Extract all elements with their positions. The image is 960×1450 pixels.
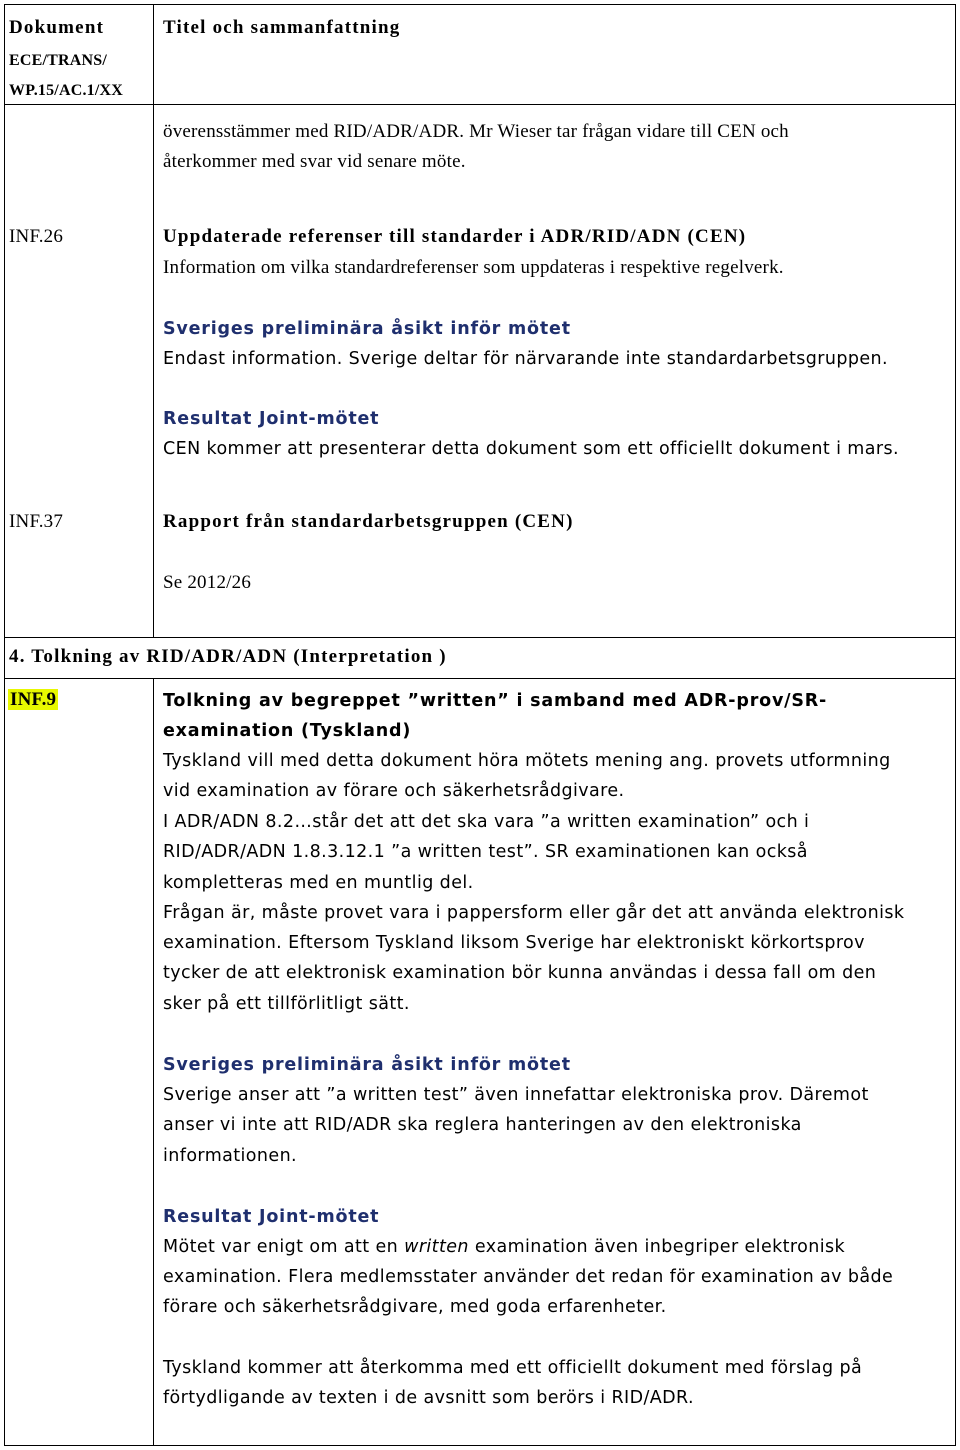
section4-heading: 4. Tolkning av RID/ADR/ADN (Interpretation ) xyxy=(9,646,447,667)
inf9-body-line: examination. Eftersom Tyskland liksom Sverige har elektroniskt körkortsprov xyxy=(163,933,865,953)
inf9-followup-line: Tyskland kommer att återkomma med ett officiellt dokument med förslag på xyxy=(163,1358,863,1378)
inf9-id-highlight: INF.9 xyxy=(10,689,57,710)
inf9-body-line: I ADR/ADN 8.2…står det att det ska vara ”a written examination” och i xyxy=(163,812,810,832)
document-reference-line2: WP.15/AC.1/XX xyxy=(9,82,124,99)
inf9-view-line: anser vi inte att RID/ADR ska reglera hanteringen av den elektroniska xyxy=(163,1115,802,1135)
document-column-label: Dokument xyxy=(9,17,105,38)
header-row-divider xyxy=(4,104,956,105)
inf26-view-text: Endast information. Sverige deltar för närvarande inte standardarbetsgruppen. xyxy=(163,349,888,369)
inf9-view-line: Sverige anser att ”a written test” även innefattar elektroniska prov. Däremot xyxy=(163,1085,869,1105)
inf9-result-line-emphasis: written xyxy=(404,1237,469,1257)
section4-top-divider xyxy=(4,637,956,638)
inf9-title-line1: Tolkning av begreppet ”written” i samband med ADR-prov/SR- xyxy=(163,691,828,711)
inf9-body-line: kompletteras med en muntlig del. xyxy=(163,873,474,893)
inf9-view-heading: Sveriges preliminära åsikt inför mötet xyxy=(163,1055,571,1075)
inf9-body-line: Frågan är, måste provet vara i pappersform eller går det att använda elektronisk xyxy=(163,903,905,923)
table-frame xyxy=(4,4,956,1446)
continued-text-line2: återkommer med svar vid senare möte. xyxy=(163,151,466,172)
inf26-id: INF.26 xyxy=(9,226,64,247)
inf9-result-line: förare och säkerhetsrådgivare, med goda erfarenheter. xyxy=(163,1297,667,1317)
title-column-label: Titel och sammanfattning xyxy=(163,17,401,38)
inf9-result-line-post: examination även inbegriper elektronisk xyxy=(468,1237,846,1257)
inf26-result-heading: Resultat Joint-mötet xyxy=(163,409,380,429)
inf37-see-reference: Se 2012/26 xyxy=(163,572,252,593)
inf9-result-line-pre: Mötet var enigt om att en xyxy=(163,1237,405,1257)
inf9-body-line: Tyskland vill med detta dokument höra mötets mening ang. provets utformning xyxy=(163,751,891,771)
inf26-summary: Information om vilka standardreferenser som uppdateras i respektive regelverk. xyxy=(163,257,784,278)
inf26-title: Uppdaterade referenser till standarder i ADR/RID/ADN (CEN) xyxy=(163,226,747,247)
inf37-title: Rapport från standardarbetsgruppen (CEN) xyxy=(163,511,574,532)
column-divider-bottom xyxy=(153,678,154,1446)
inf9-body-line: sker på ett tillförlitligt sätt. xyxy=(163,994,410,1014)
inf26-view-heading: Sveriges preliminära åsikt inför mötet xyxy=(163,319,571,339)
inf9-body-line: tycker de att elektronisk examination bör kunna användas i dessa fall om den xyxy=(163,963,877,983)
continued-text-line1: överensstämmer med RID/ADR/ADR. Mr Wieser tar frågan vidare till CEN och xyxy=(163,121,789,142)
inf26-result-text: CEN kommer att presenterar detta dokument som ett officiellt dokument i mars. xyxy=(163,439,899,459)
inf9-followup-line: förtydligande av texten i de avsnitt som berörs i RID/ADR. xyxy=(163,1388,694,1408)
inf9-body-line: vid examination av förare och säkerhetsrådgivare. xyxy=(163,781,625,801)
inf37-id: INF.37 xyxy=(9,511,64,532)
inf9-id xyxy=(8,689,58,711)
document-reference-line1: ECE/TRANS/ xyxy=(9,52,108,69)
inf9-result-heading: Resultat Joint-mötet xyxy=(163,1207,380,1227)
inf9-title-line2: examination (Tyskland) xyxy=(163,721,412,741)
inf9-body-line: RID/ADR/ADN 1.8.3.12.1 ”a written test”. SR examinationen kan också xyxy=(163,842,808,862)
inf9-result-line: examination. Flera medlemsstater använder det redan för examination av både xyxy=(163,1267,894,1287)
column-divider-top xyxy=(153,4,154,637)
inf9-result-line xyxy=(163,1236,845,1258)
section4-bottom-divider xyxy=(4,678,956,679)
inf9-view-line: informationen. xyxy=(163,1146,298,1166)
